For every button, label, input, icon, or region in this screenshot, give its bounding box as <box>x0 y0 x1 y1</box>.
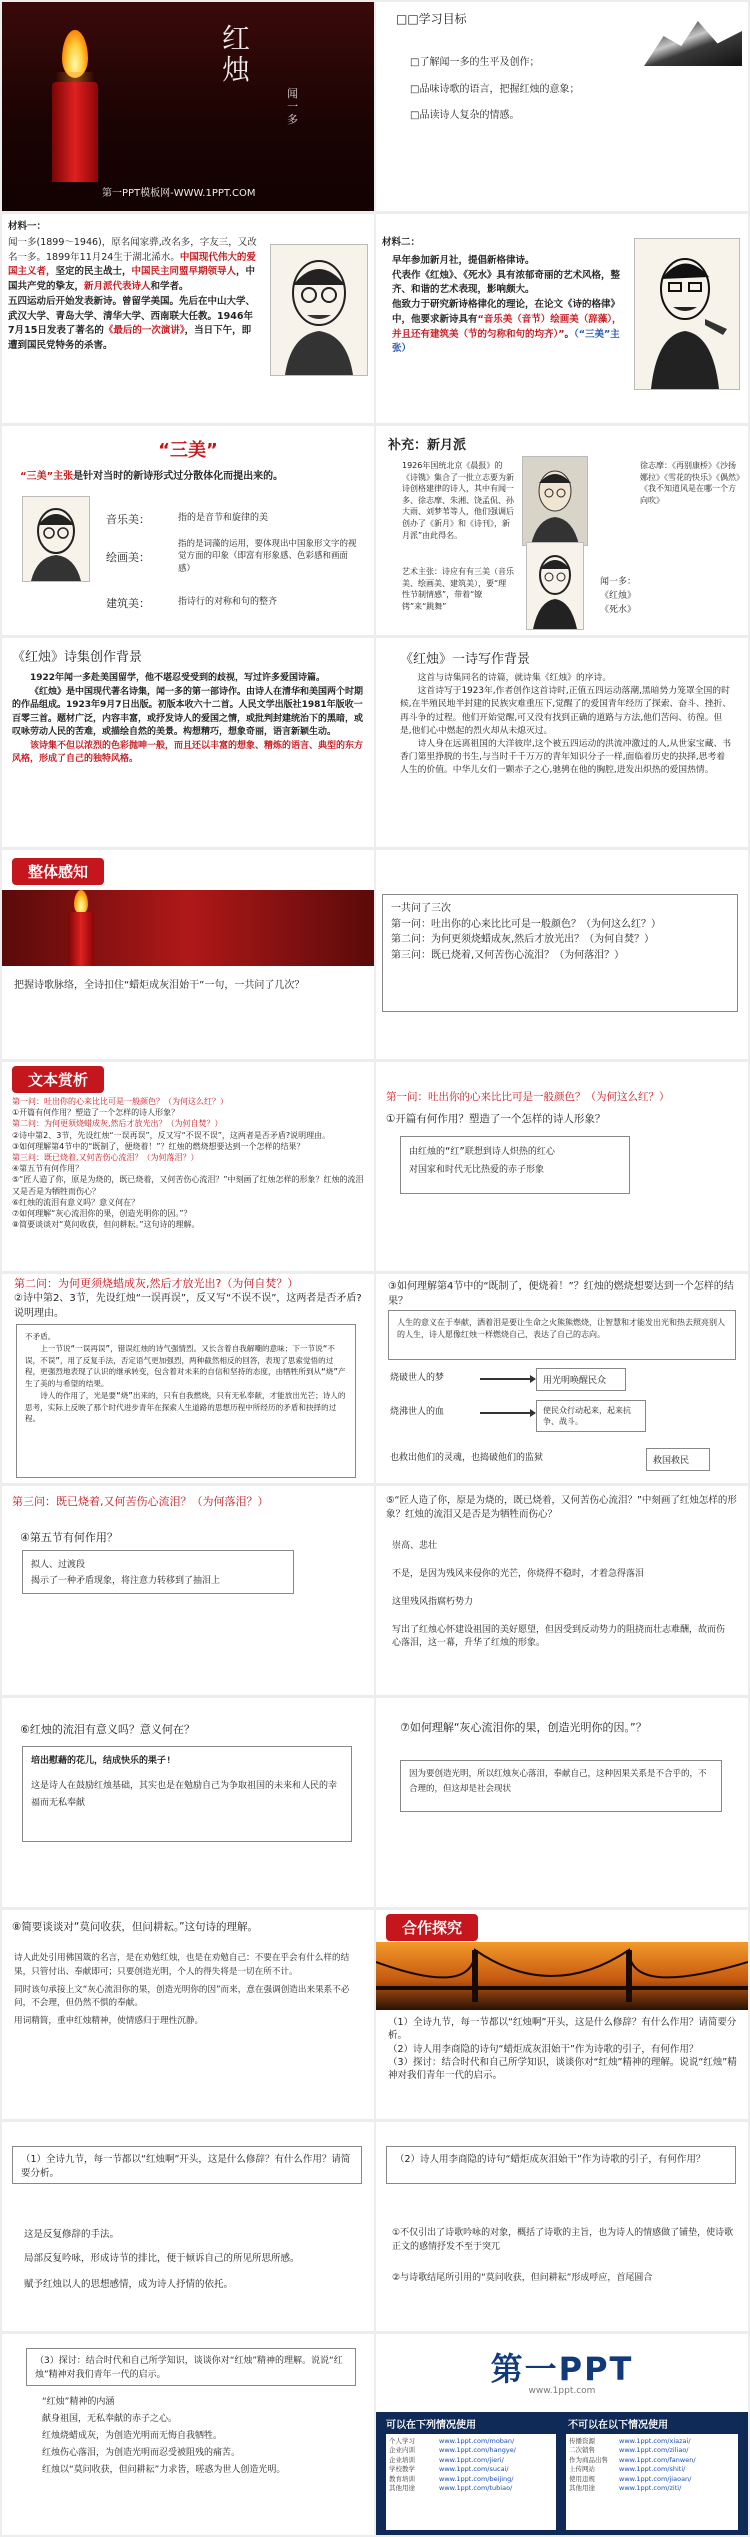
answer-box: 培出慰藉的花儿，结成快乐的果子! 这是诗人在鼓励红烛基础，其实也是在勉励自己为争取祖国的未来和人民的幸福而无私奉献 <box>22 1746 352 1842</box>
ppt-logo: 第一PPT <box>490 2350 634 2388</box>
beauty-desc: 指的是音节和旋律的美 <box>178 513 269 523</box>
goal-item: □品味诗歌的语言，把握红烛的意象； <box>410 83 580 95</box>
section-tab: 合作探究 <box>386 1914 478 1941</box>
answer-line: 写出了红烛心怀建设祖国的美好愿望，但因受到反动势力的阻挠而壮志难酬，故而伤心落泪，这一幕，升华了红烛的形象。 <box>392 1625 726 1649</box>
forbidden-heading: 不可以在以下情况使用 <box>568 2420 668 2431</box>
slide-text-analysis <box>2 1062 374 1271</box>
slide-q1-analysis <box>376 1062 748 1271</box>
answer-box: 因为要创造光明，所以红烛灰心落泪，奉献自己，这种因果关系是不合乎的，不合理的，但这却是社会现状 <box>400 1760 722 1812</box>
three-questions-box: 一共问了三次 第一问：吐出你的心来比比可是一般颜色？（为何这么红？） 第二问：为何更须烧蜡成灰,然后才放光出？（为何自焚？） 第三问：既已烧着,又何苦伤心流泪？（为何落泪？） <box>382 894 738 1012</box>
question-box: （2）诗人用李商隐的诗句“蜡炬成灰泪始干”作为诗歌的引子，有何作用？ <box>386 2146 736 2184</box>
question-text: ⑧简要谈谈对“莫问收获，但问耕耘。”这句诗的理解。 <box>12 1921 259 1933</box>
beauty-name: 音乐美： <box>106 513 150 526</box>
goal-item: □了解闻一多的生平及创作； <box>410 57 540 68</box>
forbidden-list: 传播资源 www.1ppt.com/xiazai/ 二次销售 www.1ppt.com/ziliao/ 作为商品出售 www.1ppt.com/fanwen/ 上传网站 www.1ppt.com/shiti/ 使用违规 www.1ppt.com/jiaoan/ 其他用途 www.1ppt.com/ziti/ <box>566 2434 738 2530</box>
goal-item: □品读诗人复杂的情感。 <box>410 110 520 121</box>
intro-text: “三美”主张是针对当时的新诗形式过分散体化而提出来的。 <box>20 471 284 482</box>
slide-q6-analysis <box>2 1698 374 1907</box>
answer-box: 由红烛的“红”联想到诗人炽热的红心 对国家和时代无比热爱的赤子形象 <box>400 1136 630 1194</box>
slide-q7-analysis <box>376 1698 748 1907</box>
arrow-icon <box>480 1412 532 1414</box>
author-portrait-small <box>22 496 90 582</box>
bg-text: 1922年闻一多赴美国留学，他不堪忍受受到的歧视，写过许多爱国诗篇。 《红烛》是中国现代著名诗集，闻一多的第一部诗作。由诗人在清华和美国两个时期的作品组成。1923年9月7日出版。初版本收六十二首。人民文学出版社1981年版收一百零三首。题材广泛，内容丰富，或抒发诗人的爱国之情，或批判封建统治下的黑暗，或叹咏劳动人民的苦难，或描绘自然的美景。构想精巧，想象奇丽，语言新颖生动。 该诗集不但以浓烈的色彩抛呻一般，而且还以丰富的想象、精炼的语言、典型的东方风格，形成了自己的独特风格。 <box>12 673 364 764</box>
question-text: ⑦如何理解“灰心流泪你的果，创造光明你的因。”？ <box>400 1721 647 1734</box>
material-label: 材料二： <box>382 237 421 248</box>
wen-yiduo-portrait <box>526 542 584 630</box>
signature: 聞一多全集 <box>663 375 713 386</box>
answer-line: 这里残风指腐朽势力 <box>392 1597 474 1607</box>
link[interactable]: www.1ppt.com/tubiao/ <box>439 2484 513 2493</box>
link[interactable]: www.1ppt.com/hangye/ <box>439 2446 516 2455</box>
slide-q3-analysis <box>376 1274 748 1483</box>
slide-overview <box>2 850 374 1059</box>
flow-left: 烧沸世人的血 <box>390 1407 445 1417</box>
author-portrait <box>270 244 368 376</box>
cover-title: 红烛 <box>222 22 251 86</box>
question-header: 第二问：为何更须烧蜡成灰,然后才放光出?（为何自焚？） <box>14 1277 299 1290</box>
wen-works-label: 闻一多： <box>600 577 637 587</box>
beauty-name: 绘画美： <box>106 551 150 564</box>
slide-credits <box>376 2334 748 2535</box>
xu-zhimo-works: 徐志摩：《再别康桥》《沙扬娜拉》《雪花的快乐》《偶然》《我不知道风是在哪一个方向吹》 <box>640 461 740 505</box>
slide-q2-analysis <box>2 1274 374 1483</box>
allowed-list: 个人学习 www.1ppt.com/moban/ 企业内训 www.1ppt.com/hangye/ 企业培训 www.1ppt.com/jieri/ 学校教学 www.1ppt.com/sucai/ 教育培训 www.1ppt.com/beijing/ 其他用途 www.1ppt.com/tubiao/ <box>386 2434 556 2530</box>
wen-work: 《红烛》 <box>600 591 637 601</box>
candle-icon <box>52 82 98 182</box>
answer-line: ②与诗歌结尾所引用的“莫问收获，但问耕耘”形成呼应，首尾圆合 <box>392 2273 653 2283</box>
allowed-heading: 可以在下列情况使用 <box>386 2420 476 2431</box>
candle-banner <box>2 890 374 966</box>
poem-bg-text: 这首与诗集同名的诗篇，就诗集《红烛》的序诗。 这首诗写于1923年,作者创作这首诗时,正值五四运动落潮,黑暗势力笼罩全国的时候,在半殖民地半封建的民族灾难重压下,觉醒了的爱国青年经历了探索、奋斗、挫折、再斗争的过程。他们开始觉醒,可又没有找到正确的道路与方法,他们苦闷、彷徨。但是,他们心中燃起的烈火却从未熄灭过。 诗人身在远离祖国的大洋彼岸,这个被五四运动的洪流冲激过的人,从世家宝藏、书香门第里挣脱的书生,与当时千千万万的青年知识分子一样,面临着历史的抉择,思考着人生的价值。中华儿女们一颗赤子之心,驰骋在他的胸腔,进发出炽热的爱国热情。 <box>400 673 732 776</box>
coop-questions: （1）全诗九节，每一节都以“红烛啊”开头，这是什么修辞？有什么作用？请简要分析。 （2）诗人用李商隐的诗句“蜡炬成灰泪始干”作为诗歌的引子，有何作用？ （3）探讨：结合时代和自己所学知识，谈谈你对“红烛”精神的理解。说说“红烛”精神对我们青年一代的启示。 <box>388 2017 737 2082</box>
beauty-name: 建筑美： <box>106 597 150 610</box>
slide-material-1 <box>2 214 374 423</box>
slide-q4-analysis <box>2 1486 374 1695</box>
arrow-icon <box>480 1378 532 1380</box>
question-text: ①开篇有何作用？塑造了一个怎样的诗人形象？ <box>386 1113 606 1125</box>
slide-goals <box>376 2 748 211</box>
slide-q5-analysis <box>376 1486 748 1695</box>
answer-line: 局部反复吟咏，形成诗节的排比，便于倾诉自己的所见所思所感。 <box>24 2253 300 2264</box>
slide-title: 补充：新月派 <box>388 438 467 453</box>
question-text: ⑥红烛的流泪有意义吗？意义何在？ <box>20 1723 195 1736</box>
overview-question: 把握诗歌脉络，全诗扣住“蜡炬成灰泪始干”一句，一共问了几次？ <box>14 980 305 991</box>
question-box: （3）探讨：结合时代和自己所学知识，谈谈你对“红烛”精神的理解。说说“红烛”精神对我们青年一代的启示。 <box>26 2348 356 2386</box>
section-tab: 文本赏析 <box>12 1066 104 1093</box>
beauty-desc: 指诗行的对称和句的整齐 <box>178 597 278 607</box>
beauty-desc: 指的是词藻的运用，要体现出中国象形文字的视觉方面的印象（即富有形象感、色彩感和画面感） <box>178 539 357 574</box>
answer-line: 崇高、悲壮 <box>392 1541 438 1551</box>
cover-author: 闻一多 <box>287 87 298 127</box>
question-header: 第三问：既已烧着,又何苦伤心流泪？（为何落泪？） <box>12 1495 269 1508</box>
slide-title: 《红烛》一诗写作背景 <box>400 652 531 667</box>
link[interactable]: www.1ppt.com/ziti/ <box>619 2484 682 2493</box>
flame-icon <box>74 890 88 914</box>
answer-line: 不是，是因为残风来侵你的光芒，你烧得不稳时，才着急得落泪 <box>392 1569 645 1579</box>
slide-title: “三美” <box>158 440 218 461</box>
link[interactable]: www.1ppt.com/fanwen/ <box>619 2455 696 2464</box>
slide-coop-answer-3 <box>2 2334 374 2535</box>
link[interactable]: www.1ppt.com/jiaoan/ <box>619 2474 692 2483</box>
question-text: ⑤“匠人造了你，原是为烧的，既已烧着，又何苦伤心流泪？”中刻画了红烛怎样的形象？红烛的流泪又是否是为牺牲而伤心？ <box>386 1495 737 1520</box>
cover-footer: 第一PPT模板网-WWW.1PPT.COM <box>102 188 256 199</box>
question-text: ③如何理解第4节中的“既制了，便烧着！”？红烛的燃烧想要达到一个怎样的结果？ <box>388 1281 734 1307</box>
bridge-image <box>376 1942 748 2010</box>
answer-line: 赋予红烛以人的思想感情，成为诗人抒情的依托。 <box>24 2279 234 2290</box>
link[interactable]: www.1ppt.com/moban/ <box>439 2437 515 2445</box>
question-text: ②诗中第2、3节，先设红烛“一误再误”，反又写“不误不误”，这两者是否矛盾?说明理由。 <box>14 1293 362 1319</box>
xinyue-text: 1926年国统北京《晨报》的《诗镌》集合了一批立志要为新诗创格建律的诗人，其中有闻一多、徐志摩、朱湘、饶孟侃、孙大雨、刘梦苇等人，他们强调后创办了《新月》和《诗刊》，新月派”由此得名。 <box>402 461 514 540</box>
question-box: （1）全诗九节，每一节都以“红烛啊”开头，这是什么修辞？有什么作用？请简要分析。 <box>12 2146 362 2184</box>
flow-right: 用光明唤醒民众 <box>536 1368 626 1391</box>
ppt-logo-sub: www.1ppt.com <box>528 2386 596 2396</box>
xinyue-art: 艺术主张：诗应有有三美（音乐美、绘画美、建筑美），要“理性节制情感”，带着“镣铐”来“跳舞” <box>402 567 514 611</box>
answer-bullets: 诗人此处引用佛国箴的名言，是在劝勉红烛，也是在劝勉自己：不要在乎会有什么样的结果，只管付出、奉献即可；只要创造光明，个人的得失将是一切在所不计。 同时该句承接上文“灰心流泪你的果，创造光明你的因”而来，意在强调创造出来果系不必问，不会理，但仍然不惧的奉献。 用词精简，重申红烛精神，使情感归于理性沉静。 <box>14 1953 350 2026</box>
material-label: 材料一： <box>8 221 47 232</box>
link[interactable]: www.1ppt.com/jieri/ <box>439 2455 504 2464</box>
answer-box: 人生的意义在于奉献，洒着泪是要让生命之火熊熊燃烧，让智慧和才能发出光和热去照亮别人的人生，诗人愿像红烛一样燃烧自己，表达了自己的志向。 <box>388 1310 736 1360</box>
answer-box: 不矛盾。 上一节说“一误再误”，错误红烛的诗气强情烈。又长含着自我解嘲的意味；下一节说“不误，不误”，用了反复手法，否定语气更加强烈，两种截然相反的回答，表现了思索觉悟的过程，更强烈地表现了认识的继承转变，包含着对未来的自信和坚持的态度，由牺牲所到从“烧”产生了美的与希望的结果。 诗人的作用了，光是要“烧”出来的，只有自我燃烧，只有无私奉献，才能放出光芒；诗人的思考，实际上反映了那个时代进步青年在探索人生道路的思想历程中所经历的矛盾和抉择的过程。 <box>16 1324 356 1478</box>
question-text: ④第五节有何作用？ <box>20 1531 118 1544</box>
flow-right: 使民众行动起来，起来抗争、战斗。 <box>536 1400 646 1432</box>
section-tab: 整体感知 <box>12 858 104 885</box>
slide-collection-background <box>2 638 374 847</box>
candle-icon <box>68 912 94 966</box>
slide-cover <box>2 2 374 211</box>
flow-right: 救国救民 <box>646 1448 710 1471</box>
slide-coop-answer-1 <box>2 2122 374 2331</box>
slide-cooperative <box>376 1910 748 2119</box>
slide-three-beauties <box>2 426 374 635</box>
author-sketch <box>634 238 740 390</box>
slide-coop-answer-2 <box>376 2122 748 2331</box>
slide-q8-analysis <box>2 1910 374 2119</box>
material-2-text: 早年参加新月社，提倡新格律诗。 代表作《红烛》、《死水》具有浓郁奇丽的艺术风格，整齐、和谐的艺术表现，影响颇大。 他致力于研究新诗格律化的理论，在论文《诗的格律》中，他要求新诗具有“音乐美（音节）绘画美（辞藻），并且还有建筑美（节的匀称和句的均齐）”。（“三美”主张） <box>392 255 622 355</box>
material-1-text: 闻一多(1899～1946)，原名闻家骅,改名多，字友三，又改名一多。1899年11月24生于湖北浠水。中国现代伟大的爱国主义者，坚定的民主战士，中国民主同盟早期领导人，中国共产党的挚友，新月派代表诗人和学者。 五四运动后开始发表新诗。曾留学美国。先后在中山大学、武汉大学、青岛大学、清华大学、西南联大任教。1946年7月15日发表了著名的《最后的一次演讲》，当日下午，即遭到国民党特务的杀害。 <box>8 237 257 352</box>
answer-box: 拟人、过渡段 揭示了一种矛盾现象，将注意力转移到了抽泪上 <box>22 1550 294 1594</box>
link[interactable]: www.1ppt.com/shiti/ <box>619 2465 686 2474</box>
answer-line: ①不仅引出了诗歌吟咏的对象，概括了诗歌的主旨，也为诗人的情感做了铺垫，使诗歌正文的感情抒发不至于突兀 <box>392 2228 734 2253</box>
goals-header: □□学习目标 <box>396 12 467 26</box>
wen-work: 《死水》 <box>600 605 637 615</box>
answer-list: “红烛”精神的内涵 献身祖国，无私奉献的赤子之心。 红烛烧蜡成灰，为创造光明而无悔自我牺牲。 红烛伤心落泪，为创造光明而忍受被阻残的痛苦。 红烛以“莫问收获，但问耕耘”力求皆，嗟惑为世人创造光明。 <box>42 2397 286 2476</box>
link[interactable]: www.1ppt.com/beijing/ <box>439 2474 514 2483</box>
link[interactable]: www.1ppt.com/xiazai/ <box>619 2437 691 2445</box>
flow-left: 也救出他们的灵魂，也捣破他们的监狱 <box>390 1453 544 1463</box>
analysis-list: 第一问：吐出你的心来比比可是一般颜色？（为何这么红？） ①开篇有何作用？塑造了一个怎样的诗人形象？ 第二问：为何更须烧蜡成灰,然后才放光出？（为何自焚？） ②诗中第2、3节，先设红烛“一误再误”，反又写“不误不误”，这两者是否矛盾?说明理由。 ③如何理解第4节中的“既制了，便烧着！”？红烛的燃烧想要达到一个怎样的结果？ 第三问：既已烧着,又何苦伤心流泪？（为何落泪？） ④第五节有何作用？ ⑤“匠人造了你，原是为烧的，既已烧着，又何苦伤心流泪？”中刻画了红烛怎样的形象？红烛的流泪又是否是为牺牲而伤心？ ⑥红烛的流泪有意义吗？意义何在？ ⑦如何理解“灰心流泪你的果，创造光明你的因。”？ ⑧简要谈谈对“莫问收获，但问耕耘。”这句诗的理解。 <box>12 1097 364 1230</box>
link[interactable]: www.1ppt.com/sucai/ <box>439 2465 509 2474</box>
link[interactable]: www.1ppt.com/ziliao/ <box>619 2446 689 2455</box>
question-header: 第一问：吐出你的心来比比可是一般颜色？（为何这么红？） <box>386 1091 670 1103</box>
slide-material-2 <box>376 214 748 423</box>
slide-xinyue <box>376 426 748 635</box>
flame-icon <box>62 30 88 78</box>
answer-line: 这是反复修辞的手法。 <box>24 2229 120 2240</box>
slide-three-questions <box>376 850 748 1059</box>
slide-poem-background <box>376 638 748 847</box>
slide-title: 《红烛》诗集创作背景 <box>12 650 143 665</box>
flow-left: 烧破世人的梦 <box>390 1373 445 1383</box>
xu-zhimo-portrait <box>522 456 588 546</box>
